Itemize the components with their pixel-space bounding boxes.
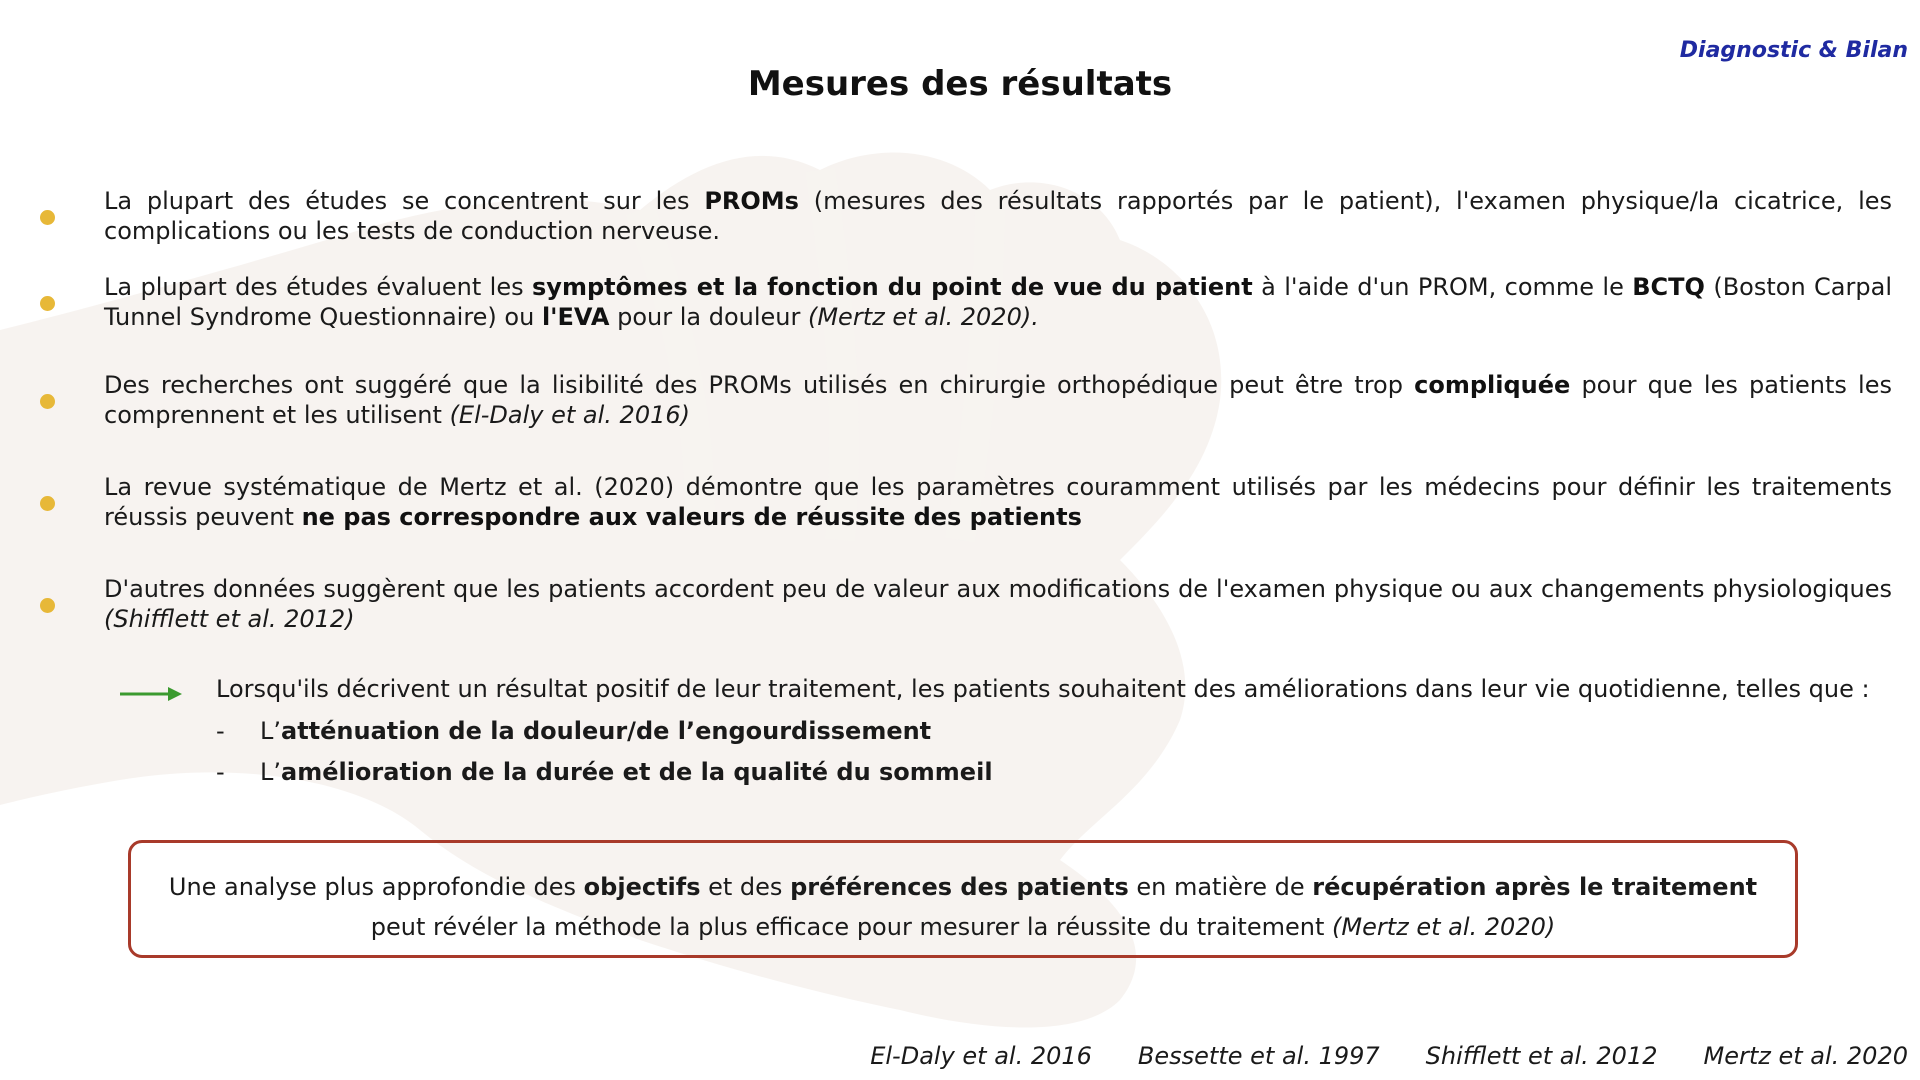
text-run: en matière de <box>1128 873 1313 901</box>
arrow-item-text: Lorsqu'ils décrivent un résultat positif de leur traitement, les patients souhaitent des améliorations dans leur vie quotidienne, telles que : <box>216 675 1870 703</box>
sub-item-bold: amélioration de la durée et de la qualité du sommeil <box>281 758 993 786</box>
text-run: D'autres données suggèrent que les patients accordent peu de valeur aux modifications de l'examen physique ou aux changements physiologiques <box>104 575 1892 603</box>
bold-text: symptômes et la fonction du point de vue du patient <box>532 273 1253 301</box>
sub-item <box>216 757 993 787</box>
text-run: peut révéler la méthode la plus efficace pour mesurer la réussite du traitement <box>370 913 1332 941</box>
citation-text: (Mertz et al. 2020) <box>1332 913 1556 941</box>
sub-item-prefix: L’ <box>260 717 281 745</box>
bullet-dot <box>40 598 55 613</box>
bold-text: récupération après le traitement <box>1312 873 1758 901</box>
text-run: Des recherches ont suggéré que la lisibilité des PROMs utilisés en chirurgie orthopédique peut être trop <box>104 371 1415 399</box>
callout-box <box>128 840 1798 958</box>
bullet-text <box>104 574 1892 634</box>
citation-text: (Mertz et al. 2020). <box>807 303 1039 331</box>
text-run: La plupart des études évaluent les <box>104 273 533 301</box>
bold-text: PROMs <box>704 187 799 215</box>
bold-text: l'EVA <box>541 303 610 331</box>
text-run: (Boston Carpal Tunnel Syndrome Questionnaire) ou <box>104 273 1892 331</box>
text-run: pour la douleur <box>609 303 808 331</box>
sub-item-dash: - <box>216 717 225 745</box>
reference: Shifflett et al. 2012 <box>1425 1042 1658 1070</box>
bullet-text <box>104 472 1892 532</box>
bullet-text <box>104 272 1892 332</box>
callout-text <box>151 867 1775 947</box>
text-run: La plupart des études se concentrent sur les <box>104 187 705 215</box>
text-run: La revue systématique de Mertz et al. (2020) démontre que les paramètres couramment utilisés par les médecins pour définir les traitements réussis peuvent <box>104 473 1892 531</box>
text-run: Une analyse plus approfondie des <box>168 873 584 901</box>
citation-text: (El-Daly et al. 2016) <box>449 401 690 429</box>
text-run: à l'aide d'un PROM, comme le <box>1252 273 1633 301</box>
bullet-dot <box>40 296 55 311</box>
bold-text: compliquée <box>1414 371 1571 399</box>
bold-text: ne pas correspondre aux valeurs de réussite des patients <box>301 503 1082 531</box>
bold-text: préférences des patients <box>790 873 1129 901</box>
text-run: (mesures des résultats rapportés par le patient), l'examen physique/la cicatrice, les complications ou les tests de conduction nerveuse. <box>104 187 1893 245</box>
bullet-text <box>104 186 1892 246</box>
bullet-text <box>104 370 1892 430</box>
bold-text: BCTQ <box>1632 273 1705 301</box>
text-run: pour que les patients les comprennent et les utilisent <box>104 371 1892 429</box>
bullet-dot <box>40 496 55 511</box>
reference: Mertz et al. 2020 <box>1703 1042 1908 1070</box>
references <box>824 1042 1908 1070</box>
section-tag: Diagnostic & Bilan <box>1679 38 1908 63</box>
sub-item-bold: atténuation de la douleur/de l’engourdissement <box>281 717 932 745</box>
reference: Bessette et al. 1997 <box>1137 1042 1380 1070</box>
bullet-dot <box>40 394 55 409</box>
sub-item-dash: - <box>216 758 225 786</box>
reference: El-Daly et al. 2016 <box>870 1042 1092 1070</box>
arrow-right-icon <box>120 686 184 702</box>
citation-text: (Shifflett et al. 2012) <box>104 605 355 633</box>
bullet-dot <box>40 210 55 225</box>
sub-item <box>216 716 931 746</box>
page-title: Mesures des résultats <box>747 64 1173 104</box>
bold-text: objectifs <box>583 873 701 901</box>
text-run: et des <box>700 873 791 901</box>
sub-item-prefix: L’ <box>260 758 281 786</box>
